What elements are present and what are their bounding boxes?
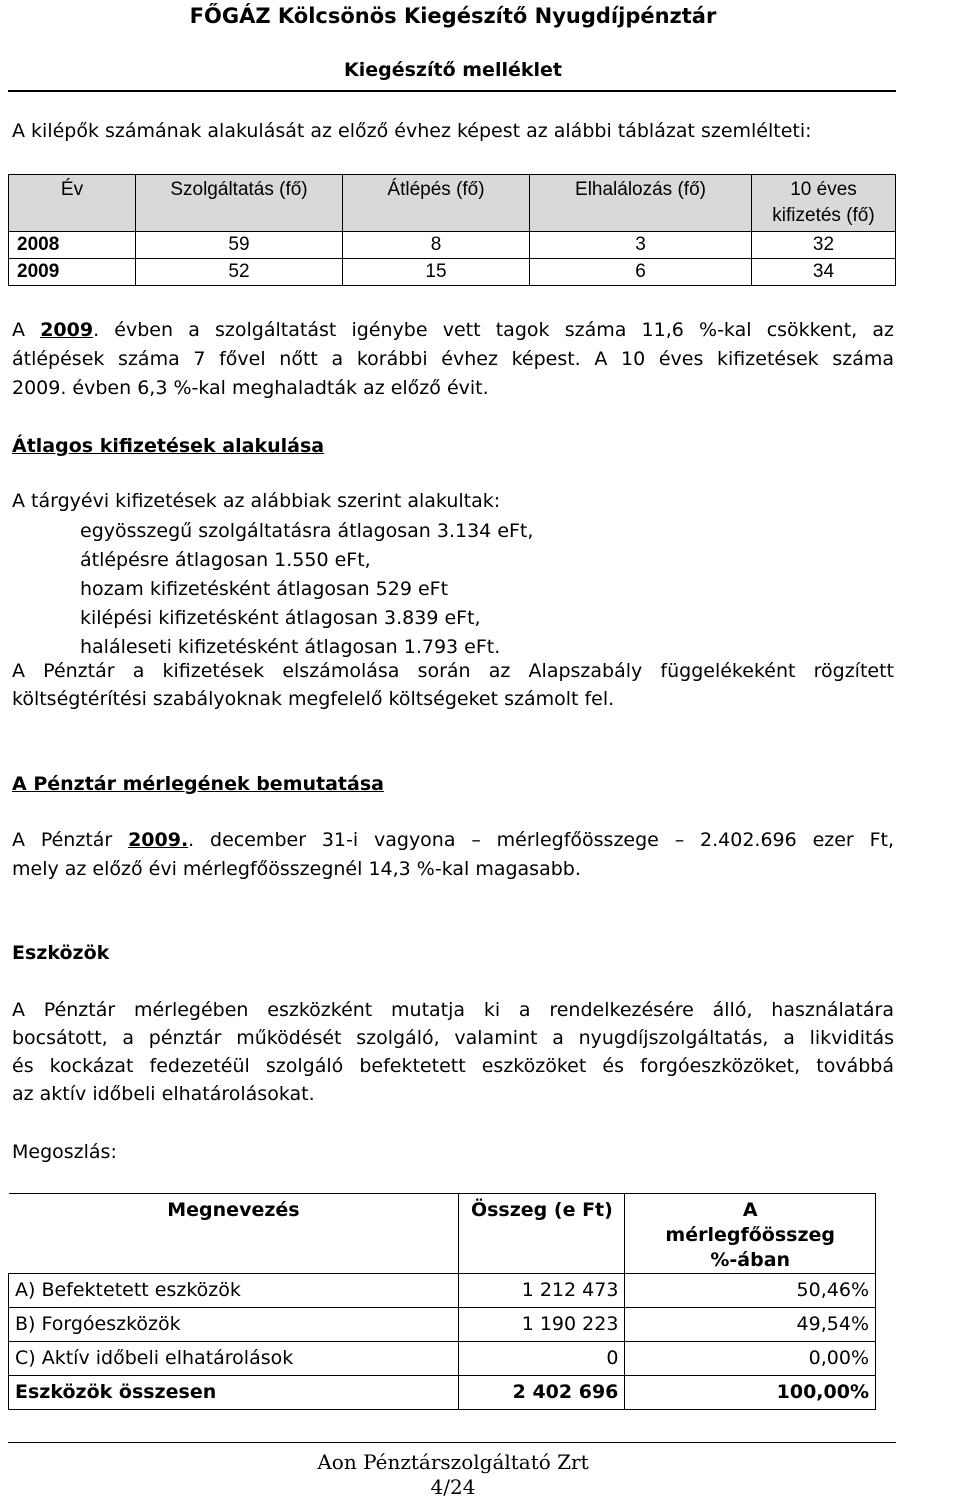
table-row: [9, 1274, 876, 1308]
header-cell: Év: [9, 175, 136, 232]
table-cell: 52: [136, 259, 343, 286]
header-cell: Átlépés (fő): [343, 175, 530, 232]
balance-line-2: mely az előző évi mérlegfőösszegnél 14,3 %-kal magasabb.: [12, 858, 581, 880]
intro-paragraph: A kilépők számának alakulását az előző évhez képest az alábbi táblázat szemlélteti:: [12, 120, 812, 142]
payment-item: hozam kifizetésként átlagosan 529 eFt: [80, 578, 449, 600]
table-cell: C) Aktív időbeli elhatárolások: [9, 1342, 459, 1376]
payments-heading: Átlagos kifizetések alakulása: [12, 435, 325, 457]
split-label: Megoszlás:: [12, 1141, 117, 1163]
assets-line: bocsátott, a pénztár működését szolgáló, valamint a nyugdíjszolgáltatás, a likviditás: [12, 1027, 894, 1049]
table-row: [9, 1342, 876, 1376]
year-cell: 2009: [9, 259, 136, 286]
document-title: FŐGÁZ Kölcsönös Kiegészítő Nyugdíjpénztár: [189, 4, 717, 28]
table-cell: 6: [530, 259, 752, 286]
exit-table-header: [9, 175, 896, 232]
summary-line-2: átlépések száma 7 fővel nőtt a korábbi évhez képest. A 10 éves kifizetések száma: [12, 348, 894, 370]
summary-line-3: 2009. évben 6,3 %-kal meghaladták az előző évit.: [12, 377, 489, 399]
asset-table-header: [9, 1194, 876, 1274]
payments-intro: A tárgyévi kifizetések az alábbiak szerint alakultak:: [12, 490, 501, 512]
page-number: 4/24: [430, 1475, 476, 1499]
table-cell: B) Forgóeszközök: [9, 1308, 459, 1342]
table-cell: 50,46%: [625, 1274, 876, 1308]
table-row: [9, 259, 896, 286]
table-cell: 34: [752, 259, 896, 286]
table-cell: 0: [459, 1342, 625, 1376]
summary-line-1: A 2009. évben a szolgáltatást igénybe vett tagok száma 11,6 %-kal csökkent, az: [12, 319, 895, 341]
assets-heading: Eszközök: [12, 942, 110, 964]
header-divider: [8, 90, 896, 92]
header-cell: Elhalálozás (fő): [530, 175, 752, 232]
assets-line: A Pénztár mérlegében eszközként mutatja ki a rendelkezésére álló, használatára: [12, 999, 894, 1021]
payment-item: egyösszegű szolgáltatásra átlagosan 3.134 eFt,: [80, 520, 534, 542]
assets-line: az aktív időbeli elhatárolásokat.: [12, 1083, 315, 1105]
footer-divider: [8, 1442, 896, 1443]
table-cell: 2 402 696: [459, 1376, 625, 1410]
header-cell: 10 éves kifizetés (fő): [752, 175, 896, 232]
payment-item: haláleseti kifizetésként átlagosan 1.793 eFt.: [80, 636, 501, 658]
table-cell: 8: [343, 232, 530, 259]
year-highlight: 2009.: [128, 829, 189, 851]
table-cell: Eszközök összesen: [9, 1376, 459, 1410]
asset-table: [8, 1193, 876, 1410]
table-cell: 3: [530, 232, 752, 259]
table-cell: 1 212 473: [459, 1274, 625, 1308]
table-cell: 32: [752, 232, 896, 259]
table-row: [9, 1308, 876, 1342]
costs-line-2: költségtérítési szabályoknak megfelelő költségeket számolt fel.: [12, 688, 615, 710]
header-cell: Összeg (e Ft): [459, 1194, 625, 1274]
total-row: [9, 1376, 876, 1410]
footer-company: Aon Pénztárszolgáltató Zrt: [317, 1450, 589, 1474]
header-cell: Szolgáltatás (fő): [136, 175, 343, 232]
year-highlight: 2009: [40, 319, 94, 341]
table-cell: 0,00%: [625, 1342, 876, 1376]
assets-line: és kockázat fedezetéül szolgáló befektetett eszközöket és forgóeszközöket, továbbá: [12, 1055, 894, 1077]
table-row: [9, 232, 896, 259]
payment-item: átlépésre átlagosan 1.550 eFt,: [80, 549, 371, 571]
table-cell: 15: [343, 259, 530, 286]
table-cell: 1 190 223: [459, 1308, 625, 1342]
exit-table: [8, 174, 896, 286]
table-cell: 59: [136, 232, 343, 259]
header-cell: A mérlegfőösszeg %-ában: [625, 1194, 876, 1274]
table-cell: 49,54%: [625, 1308, 876, 1342]
table-cell: 100,00%: [625, 1376, 876, 1410]
document-subtitle: Kiegészítő melléklet: [344, 59, 562, 81]
year-cell: 2008: [9, 232, 136, 259]
table-cell: A) Befektetett eszközök: [9, 1274, 459, 1308]
costs-line-1: A Pénztár a kifizetések elszámolása során az Alapszabály függelékeként rögzített: [12, 660, 894, 682]
header-cell: Megnevezés: [9, 1194, 459, 1274]
balance-line-1: A Pénztár 2009.. december 31-i vagyona – mérlegfőösszege – 2.402.696 ezer Ft,: [12, 829, 894, 851]
payment-item: kilépési kifizetésként átlagosan 3.839 eFt,: [80, 607, 481, 629]
balance-heading: A Pénztár mérlegének bemutatása: [12, 773, 384, 795]
